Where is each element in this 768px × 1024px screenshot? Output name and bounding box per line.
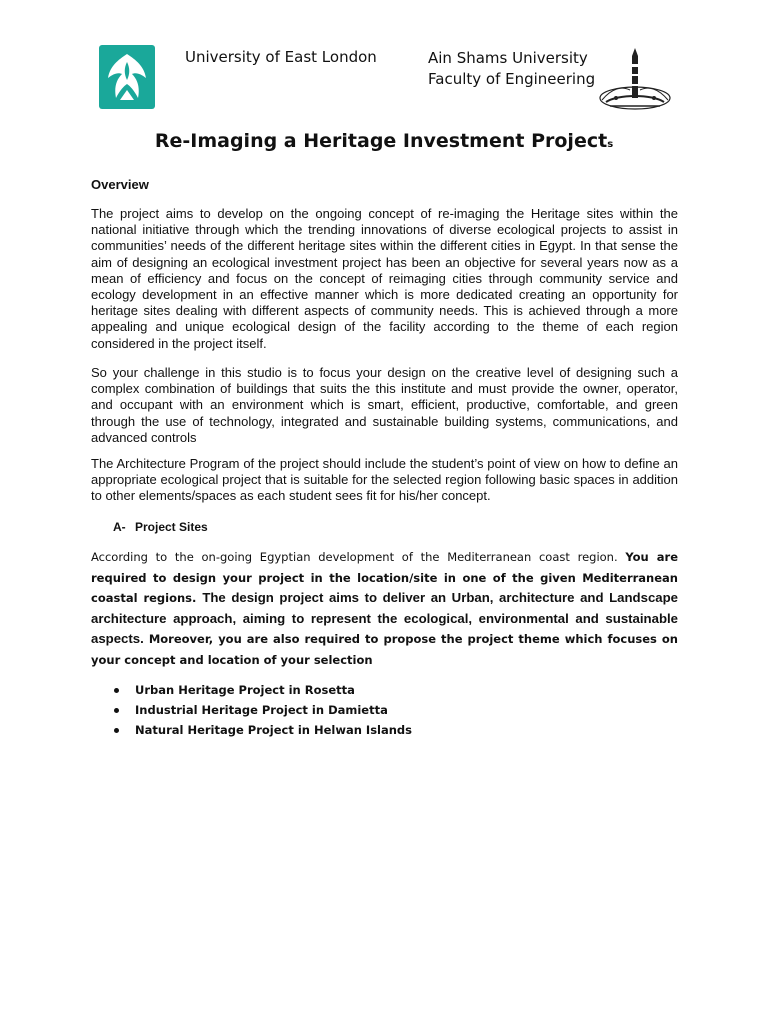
overview-paragraph-3: The Architecture Program of the project should include the student’s point of view on how to define an appropriate ecological project that is suitable for the selected region following basic spaces in addition to other elements/spaces as each student sees fit for his/her concept. [91, 456, 678, 504]
list-item-label: Industrial Heritage Project in Damietta [135, 703, 388, 717]
ain-shams-obelisk-logo-icon [598, 44, 672, 110]
project-sites-text-3: The design project aims to deliver an Urban, architecture and Landscape architecture approach, aiming to represent the ecological, environmental and sustainable aspects. [91, 590, 678, 647]
section-a-title: Project Sites [135, 520, 208, 534]
overview-paragraph-2: So your challenge in this studio is to focus your design on the creative level of designing such a complex combination of buildings that suits the this institute and must provide the owner, operator, and occupant with an environment which is smart, efficient, productive, comfortable, and green through the use of technology, integrated and sustainable building systems, communications, and advanced controls [91, 365, 678, 445]
header-university-east-london: University of East London [185, 48, 377, 66]
section-a-letter: A- [113, 520, 126, 534]
section-a-heading [113, 520, 208, 534]
list-item [113, 720, 412, 740]
header-ain-shams-line1: Ain Shams University [428, 49, 588, 67]
list-item [113, 700, 412, 720]
project-sites-list [113, 680, 412, 740]
list-item-label: Natural Heritage Project in Helwan Islands [135, 723, 412, 737]
project-sites-paragraph [91, 547, 678, 671]
project-sites-text-2: You are required to design your project in the location/site in one of the given Mediterranean coastal regions. [91, 550, 678, 606]
title-suffix: s [607, 139, 614, 150]
uel-phoenix-logo-icon [98, 44, 156, 110]
bullet-dot-icon [114, 708, 119, 713]
document-title [0, 130, 768, 152]
overview-heading: Overview [91, 177, 149, 192]
project-sites-text-4: Moreover, you are also required to propose the project theme which focuses on your concept and location of your selection [91, 632, 678, 667]
project-sites-text-1: According to the on-going Egyptian development of the Mediterranean coast region. [91, 550, 626, 564]
header-ain-shams [428, 48, 595, 90]
bullet-dot-icon [114, 688, 119, 693]
list-item [113, 680, 412, 700]
title-main: Re-Imaging a Heritage Investment Project [154, 130, 608, 152]
list-item-label: Urban Heritage Project in Rosetta [135, 683, 355, 697]
header-faculty-line: Faculty of Engineering [428, 70, 596, 88]
bullet-dot-icon [114, 728, 119, 733]
overview-paragraph-1: The project aims to develop on the ongoing concept of re-imaging the Heritage sites within the national initiative through which the trending innovations of diverse ecological projects to assist in communities’ needs of the different heritage sites within the different cities in Egypt. In that sense the aim of designing an ecological investment project has been an objective for several years now as a mean of efficiency and focus on the concept of reimaging cities through community service and ecology development in an effective manner which is more dedicated creating an opportunity for heritage sites dealing with different aspects of community needs. This is achieved through a more appealing and unique ecological design of the facility according to the theme of each region considered in the project itself. [91, 206, 678, 351]
